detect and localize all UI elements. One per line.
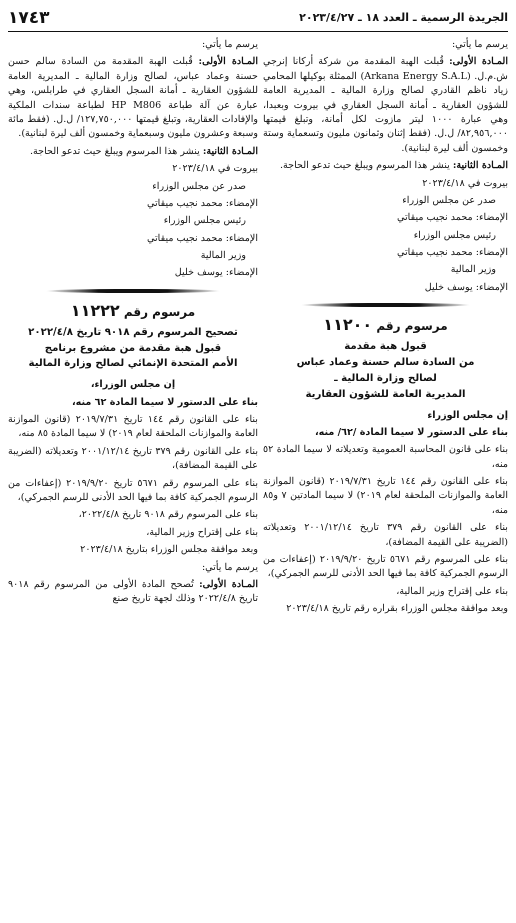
article-2	[8, 145, 258, 159]
heading-line: قبول هبة مقدمة من مشروع برنامج	[44, 342, 222, 354]
signature-line: الإمضاء: محمد نجيب ميقاتي	[397, 247, 508, 259]
heading-line: لصالح وزارة المالية ـ	[334, 372, 437, 384]
article-label: المـادة الثانية:	[452, 160, 508, 172]
constitution-line: بناء على الدستور لا سيما المادة /٦٢/ منه،	[315, 426, 508, 438]
section-divider	[46, 289, 220, 293]
signature-line: صدر عن مجلس الوزراء	[152, 180, 246, 192]
signature-line: الإمضاء: محمد نجيب ميقاتي	[147, 197, 258, 209]
recital: بناء على المرسوم رقم ٩٠١٨ تاريخ ٢٠٢٢/٤/٨،	[78, 509, 258, 521]
article-body: ينشر هذا المرسوم ويبلغ حيث تدعو الحاجة.	[29, 145, 200, 157]
decree-heading	[263, 339, 508, 402]
article-body: قُبلت الهبة المقدمة من السادة سالم حسن حسنة وعماد عباس، لصالح وزارة المالية ـ المديرية العامة للشؤون العقارية ـ أمانة السجل العقاري في طرابلس، وهي عبارة عن آلة طباعة HP M806 لطباعة سندات الملكية والإفادات العقارية، وتبلغ قيمتها ١٢٧,٧٥٠,٠٠٠/ ل.ل. (فقط مائة وسبعة وعشرون مليون وسبعماية وخمسون ألف ليرة لبنانية).	[8, 56, 258, 140]
signature-line: وزير المالية	[200, 250, 246, 262]
signature-line: صدر عن مجلس الوزراء	[402, 194, 496, 206]
recital: بناء على القانون رقم ١٤٤ تاريخ ٢٠١٩/٧/٣١ (قانون الموازنة العامة والموازنات الملحقة لعام ٢٠١٩) لا سيما المادتين ٧ و٨٥ منه،	[263, 476, 509, 516]
recital: بناء على القانون رقم ٣٧٩ تاريخ ٢٠٠١/١٢/١٤ وتعديلاته (الضريبة على القيمة المضافة)،	[263, 522, 508, 548]
heading-line: من السادة سالم حسنة وعماد عباس	[296, 357, 475, 369]
date-line: بيروت في ٢٠٢٣/٤/١٨	[172, 163, 258, 175]
recital: بناء على المرسوم رقم ٥٦٧١ تاريخ ٢٠١٩/٩/٢٠ (إعفاءات من الرسوم الجمركية كافة بما فيها الحد الأدنى للرسم الجمركي)،	[263, 554, 508, 580]
recital: بناء على القانون رقم ٣٧٩ تاريخ ٢٠٠١/١٢/١٤ وتعديلاته (الضريبة على القيمة المضافة)،	[8, 445, 258, 472]
recital: بناء على إقتراح وزير المالية،	[396, 585, 508, 597]
signature-line: رئيس مجلس الوزراء	[413, 229, 496, 241]
article-body: تُصحح المادة الأولى من المرسوم رقم ٩٠١٨ تاريخ ٢٠٢٢/٤/٨ وذلك لجهة تاريخ صنع	[8, 578, 258, 605]
heading-line: الأمم المتحدة الإنمائي لصالح وزارة المالية	[28, 358, 238, 370]
heading-line: تصحيح المرسوم رقم ٩٠١٨ تاريخ ٢٠٢٢/٤/٨	[28, 326, 238, 338]
recital: وبعد موافقة مجلس الوزراء بتاريخ ٢٠٢٣/٤/١٨	[80, 544, 258, 556]
article-body: ينشر هذا المرسوم ويبلغ حيث تدعو الحاجة.	[279, 160, 450, 172]
recital: بناء على إقتراح وزير المالية،	[146, 526, 258, 538]
article-label: المـادة الأولى:	[198, 56, 258, 68]
signature-line: الإمضاء: محمد نجيب ميقاتي	[397, 212, 508, 224]
intro-text: يرسم ما يأتي:	[201, 39, 258, 50]
decree-number	[8, 299, 258, 323]
recital: بناء على قانون المحاسبة العمومية وتعديلاته لا سيما المادة ٥٢ منه،	[263, 444, 508, 470]
decree-label: مرسوم رقم	[123, 304, 196, 319]
council-line: إن مجلس الوزراء،	[90, 379, 176, 391]
recital: وبعد موافقة مجلس الوزراء بقراره رقم تاريخ ٢٠٢٣/٤/١٨	[286, 603, 508, 615]
signature-line: الإمضاء: يوسف خليل	[424, 281, 508, 293]
intro-text: يرسم ما يأتي:	[451, 39, 508, 50]
signature-line: رئيس مجلس الوزراء	[163, 215, 246, 227]
right-column	[263, 38, 508, 620]
constitution-line: بناء على الدستور لا سيما المادة ٦٢ منه،	[72, 396, 258, 408]
decree-heading	[8, 325, 258, 372]
article-label: المـادة الأولى:	[449, 56, 508, 68]
intro-text: يرسم ما يأتي:	[201, 561, 258, 573]
article-body: قُبلت الهبة المقدمة من شركة أركانا إنرجي ش.م.ل. (Arkana Energy S.A.L) الممثلة بوكيلها المحامي زياد ناظم القادري لصالح وزارة المالية ـ المديرية العامة للشؤون العقارية ـ أمانة السجل العقاري في بيروت وبعبدا، وهي عبارة ١٠٠٠ ليتر مازوت لكل أمانة، وتبلغ قيمتها ٨٢,٩٥٦,٠٠٠/ ل.ل. (فقط إثنان وثمانون مليون وتسعماية وستة وخمسون ألف ليرة لبنانية).	[263, 56, 508, 154]
article-1	[8, 578, 258, 607]
article-label: المـادة الثانية:	[202, 145, 258, 157]
decree-number-value: ١١٢٢٢	[70, 300, 120, 320]
article-1	[8, 55, 258, 141]
page-header	[8, 6, 508, 32]
section-divider	[301, 303, 470, 307]
recital: بناء على المرسوم رقم ٥٦٧١ تاريخ ٢٠١٩/٩/٢٠ (إعفاءات من الرسوم الجمركية كافة بما فيها الحد الأدنى للرسم الجمركي)،	[8, 477, 258, 504]
article-1	[263, 55, 508, 156]
recital: بناء على القانون رقم ١٤٤ تاريخ ٢٠١٩/٧/٣١ (قانون الموازنة العامة والموازنات الملحقة لعام ٢٠١٩) لا سيما المادة ٨٥ منه،	[8, 414, 258, 440]
article-2	[263, 159, 508, 173]
signature-line: وزير المالية	[450, 264, 496, 276]
signature-line: الإمضاء: يوسف خليل	[174, 267, 258, 279]
signature-line: الإمضاء: محمد نجيب ميقاتي	[147, 232, 258, 244]
heading-line: المديرية العامة للشؤون العقارية	[305, 388, 466, 400]
left-column	[8, 38, 258, 620]
decree-label: مرسوم رقم	[376, 319, 448, 334]
date-line: بيروت في ٢٠٢٣/٤/١٨	[422, 177, 508, 189]
gazette-title: الجريدة الرسمية ـ العدد ١٨ ـ ٢٠٢٣/٤/٢٧	[299, 11, 508, 25]
heading-line: قبول هبة مقدمة	[344, 341, 427, 353]
page-number: ١٧٤٣	[8, 7, 50, 28]
council-line: إن مجلس الوزراء	[427, 409, 508, 421]
columns	[8, 38, 508, 620]
decree-number	[263, 313, 508, 337]
article-label: المـادة الأولى:	[199, 578, 258, 590]
decree-number-value: ١١٢٠٠	[323, 315, 373, 335]
